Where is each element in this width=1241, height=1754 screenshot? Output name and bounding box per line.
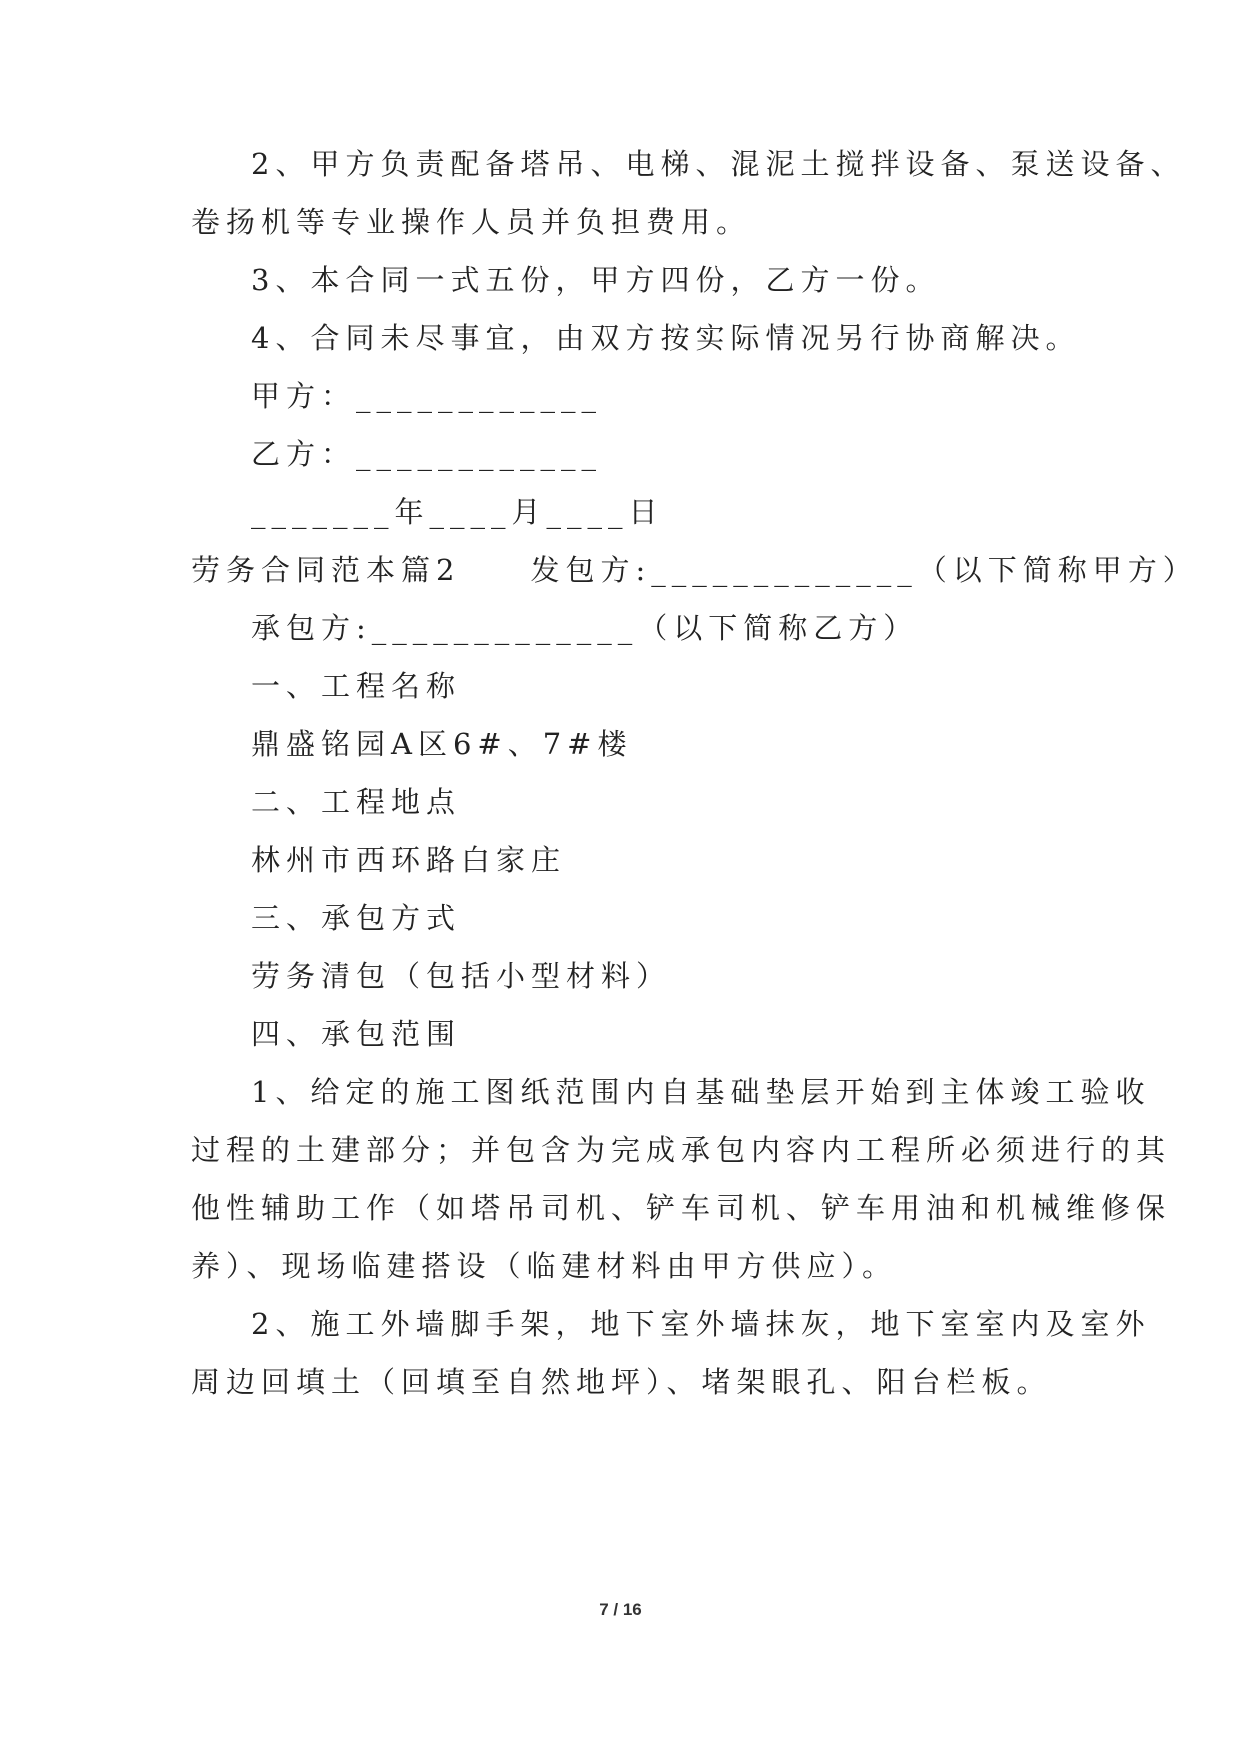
paragraph-line: 3、本合同一式五份，甲方四份，乙方一份。 (251, 263, 941, 297)
paragraph-line: 2、甲方负责配备塔吊、电梯、混泥土搅拌设备、泵送设备、 (251, 147, 1186, 181)
paragraph-line: 卷扬机等专业操作人员并负担费用。 (191, 205, 752, 239)
section-heading: 一、工程名称 (251, 669, 462, 703)
section-heading: 二、工程地点 (251, 785, 462, 819)
section-heading-line: 劳务合同范本篇2 发包方:_____________（以下简称甲方） (191, 553, 1198, 587)
paragraph-line: 鼎盛铭园A区6#、7#楼 (251, 727, 633, 761)
paragraph-line: 1、给定的施工图纸范围内自基础垫层开始到主体竣工验收 (251, 1075, 1151, 1109)
party-a-signature-line: 甲方：____________ (251, 379, 603, 413)
party-b-signature-line: 乙方：____________ (251, 437, 603, 471)
paragraph-line: 周边回填土（回填至自然地坪）、堵架眼孔、阳台栏板。 (191, 1365, 1052, 1399)
paragraph-line: 2、施工外墙脚手架，地下室外墙抹灰，地下室室内及室外 (251, 1307, 1151, 1341)
date-line: _______年____月____日 (251, 495, 664, 529)
paragraph-line: 4、合同未尽事宜，由双方按实际情况另行协商解决。 (251, 321, 1081, 355)
paragraph-line: 林州市西环路白家庄 (251, 843, 567, 877)
section-heading: 三、承包方式 (251, 901, 462, 935)
paragraph-line: 他性辅助工作（如塔吊司机、铲车司机、铲车用油和机械维修保 (191, 1191, 1172, 1225)
paragraph-line: 承包方:_____________（以下简称乙方） (251, 611, 919, 645)
page-number: 7 / 16 (599, 1600, 642, 1619)
paragraph-line: 过程的土建部分；并包含为完成承包内容内工程所必须进行的其 (191, 1133, 1172, 1167)
section-heading: 四、承包范围 (251, 1017, 462, 1051)
paragraph-line: 养）、现场临建搭设（临建材料由甲方供应）。 (191, 1249, 898, 1283)
paragraph-line: 劳务清包（包括小型材料） (251, 959, 672, 993)
